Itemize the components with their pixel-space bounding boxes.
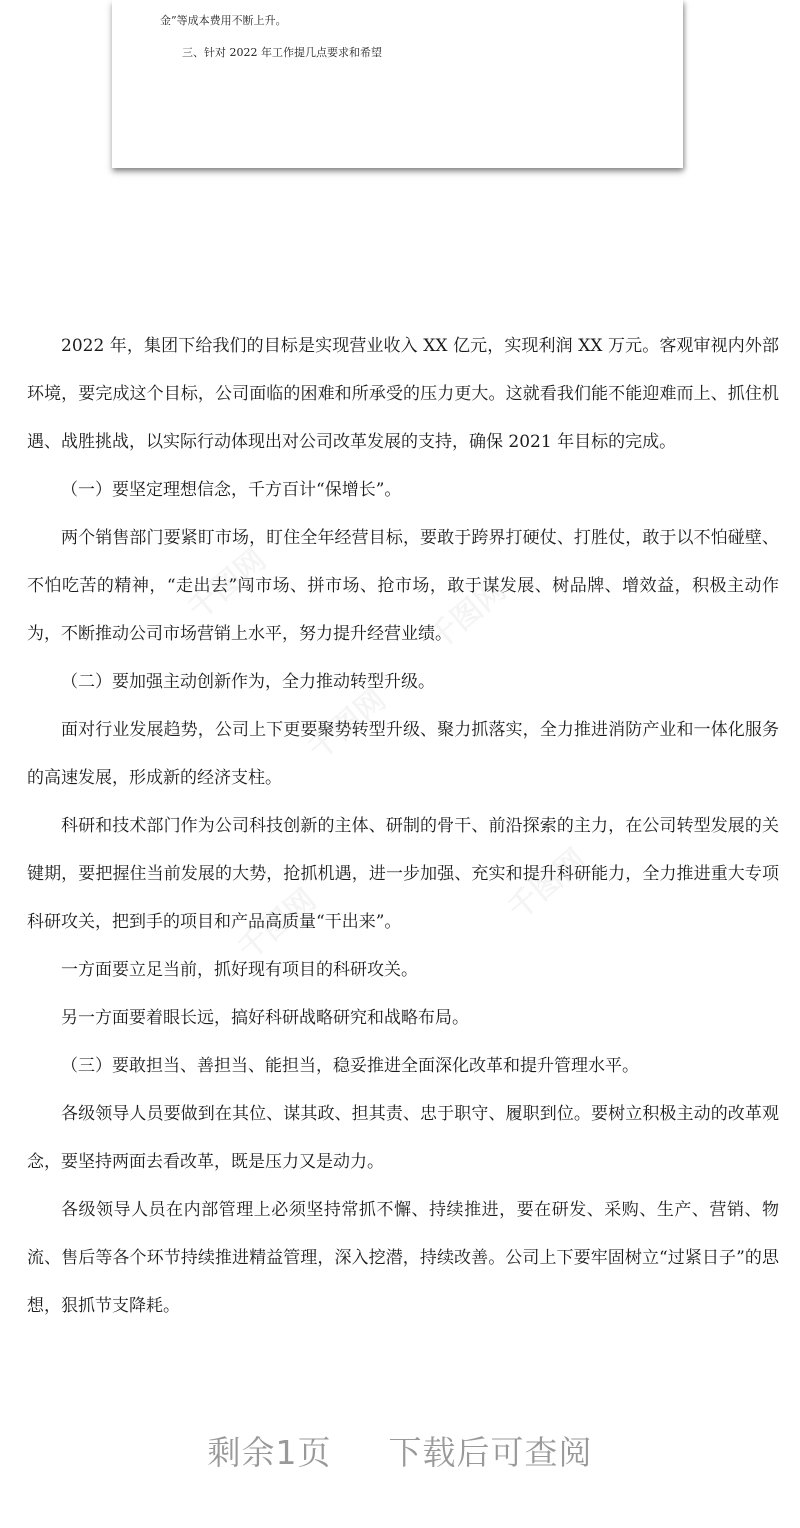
- paragraph-management: 各级领导人员在内部管理上必须坚持常抓不懈、持续推进，要在研发、采购、生产、营销、物流、售后等各个环节持续推进精益管理，深入挖潜，持续改善。公司上下要牢固树立“过紧日子”的思想，狠抓节支降耗。: [27, 1200, 779, 1316]
- download-to-view-label: 下载后可查阅: [388, 1433, 593, 1472]
- paragraph-research: 科研和技术部门作为公司科技创新的主体、研制的骨干、前沿探索的主力，在公司转型发展的关键期，要把握住当前发展的大势，抢抓机遇，进一步加强、充实和提升科研能力，全力推进重大专项科研攻关，把到手的项目和产品高质量“干出来”。: [27, 816, 779, 932]
- paragraph-target: 2022 年，集团下给我们的目标是实现营业收入 XX 亿元，实现利润 XX 万元。客观审视内外部环境，要完成这个目标，公司面临的困难和所承受的压力更大。这就看我们能不能迎难而上、抓住机遇、战胜挑战，以实际行动体现出对公司改革发展的支持，确保 2021 年目标的完成。: [27, 336, 779, 452]
- previous-page-preview: [112, 0, 683, 168]
- paragraph-long-term: 另一方面要着眼长远，搞好科研战略研究和战略布局。: [61, 1008, 469, 1028]
- paragraph-leadership: 各级领导人员要做到在其位、谋其政、担其责、忠于职守、履职到位。要树立积极主动的改革观念，要坚持两面去看改革，既是压力又是动力。: [27, 1104, 779, 1172]
- remaining-pages-label: 剩余1页: [207, 1433, 332, 1472]
- section-heading-2: （二）要加强主动创新作为，全力推动转型升级。: [61, 672, 435, 692]
- section-heading-3: （三）要敢担当、善担当、能担当，稳妥推进全面深化改革和提升管理水平。: [61, 1056, 639, 1076]
- document-body: [27, 322, 779, 1330]
- preview-section-heading: 三、针对 2022 年工作提几点要求和希望: [182, 46, 382, 59]
- section-heading-1: （一）要坚定理想信念，千方百计“保增长”。: [61, 480, 402, 500]
- preview-line-1: 金”等成本费用不断上升。: [160, 14, 287, 27]
- download-prompt[interactable]: [0, 1427, 800, 1474]
- paragraph-current-projects: 一方面要立足当前，抓好现有项目的科研攻关。: [61, 960, 418, 980]
- paragraph-industry-trend: 面对行业发展趋势，公司上下更要聚势转型升级、聚力抓落实，全力推进消防产业和一体化服务的高速发展，形成新的经济支柱。: [27, 720, 779, 788]
- paragraph-sales: 两个销售部门要紧盯市场，盯住全年经营目标，要敢于跨界打硬仗、打胜仗，敢于以不怕碰壁、不怕吃苦的精神，“走出去”闯市场、拼市场、抢市场，敢于谋发展、树品牌、增效益，积极主动作为，不断推动公司市场营销上水平，努力提升经营业绩。: [27, 528, 779, 644]
